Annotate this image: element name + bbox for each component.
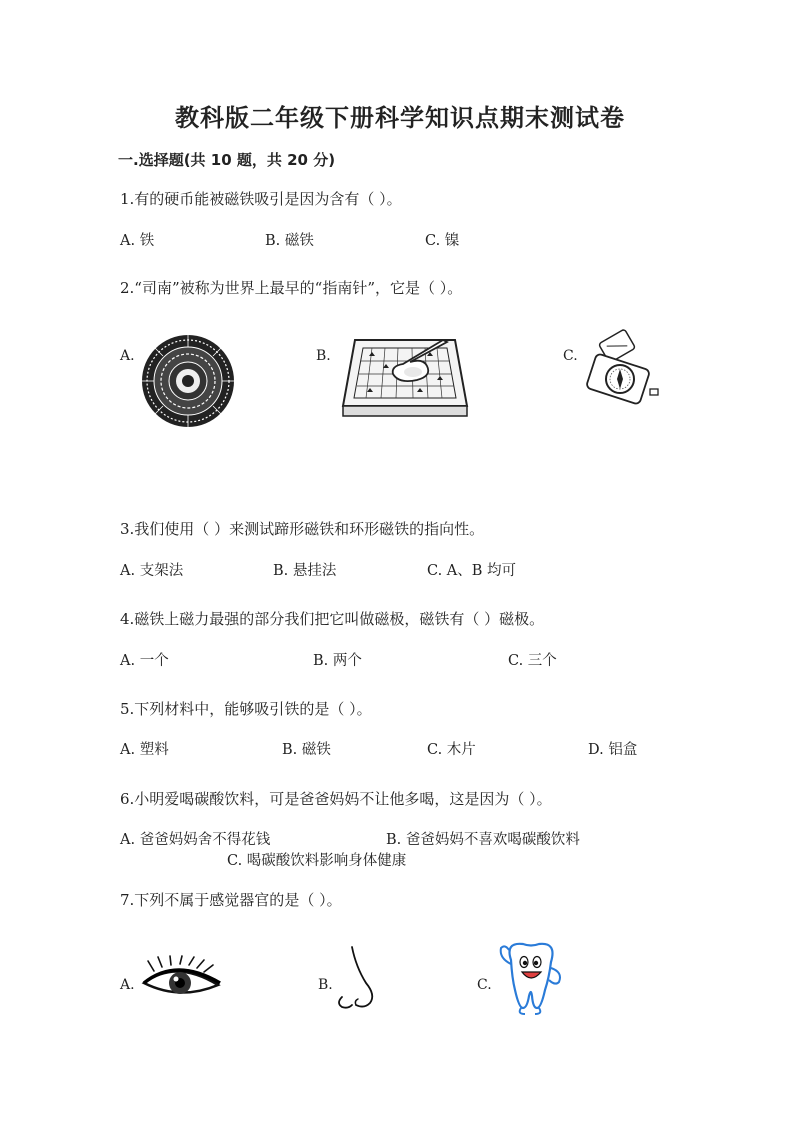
page-title: 教科版二年级下册科学知识点期末测试卷 xyxy=(175,104,625,132)
q2-option-b: B. xyxy=(316,348,331,364)
q1-option-a: A. 铁 xyxy=(120,233,155,249)
q7-option-c: C. xyxy=(477,977,492,993)
q5-option-a: A. 塑料 xyxy=(120,742,169,758)
q5-option-c: C. 木片 xyxy=(427,742,476,758)
section-heading: 一.选择题(共 10 题，共 20 分) xyxy=(118,151,336,169)
nose-image xyxy=(332,945,380,1011)
q3-option-c: C. A、B 均可 xyxy=(427,563,517,579)
q5-option-b: B. 磁铁 xyxy=(282,742,331,758)
question-4: 4.磁铁上磁力最强的部分我们把它叫做磁极，磁铁有（ ）磁极。 xyxy=(120,610,545,628)
q3-option-b: B. 悬挂法 xyxy=(273,563,337,579)
q4-option-b: B. 两个 xyxy=(313,653,362,669)
q7-option-b: B. xyxy=(318,977,333,993)
q4-option-c: C. 三个 xyxy=(508,653,557,669)
q3-option-a: A. 支架法 xyxy=(120,563,184,579)
magnetic-compass-image xyxy=(580,331,666,409)
question-2: 2.“司南”被称为世界上最早的“指南针”，它是（ ）。 xyxy=(120,279,463,297)
question-7: 7.下列不属于感觉器官的是（ ）。 xyxy=(120,891,342,909)
q2-option-a: A. xyxy=(120,348,135,364)
q6-option-c: C. 喝碳酸饮料影响身体健康 xyxy=(227,853,407,869)
question-3: 3.我们使用（ ）来测试蹄形磁铁和环形磁铁的指向性。 xyxy=(120,520,485,538)
question-5: 5.下列材料中，能够吸引铁的是（ ）。 xyxy=(120,700,372,718)
q4-option-a: A. 一个 xyxy=(120,653,169,669)
q5-option-d: D. 铝盒 xyxy=(588,742,638,758)
eye-image xyxy=(140,955,224,1005)
q2-option-c: C. xyxy=(563,348,578,364)
sinan-spoon-image xyxy=(337,336,473,422)
question-1: 1.有的硬币能被磁铁吸引是因为含有（ ）。 xyxy=(120,190,402,208)
q6-option-b: B. 爸爸妈妈不喜欢喝碳酸饮料 xyxy=(386,832,580,848)
compass-dial-image xyxy=(140,333,236,429)
q1-option-c: C. 镍 xyxy=(425,233,460,249)
q7-option-a: A. xyxy=(120,977,135,993)
q1-option-b: B. 磁铁 xyxy=(265,233,314,249)
question-6: 6.小明爱喝碳酸饮料，可是爸爸妈妈不让他多喝，这是因为（ ）。 xyxy=(120,790,552,808)
q6-option-a: A. 爸爸妈妈舍不得花钱 xyxy=(120,832,271,848)
tooth-image xyxy=(495,938,567,1018)
